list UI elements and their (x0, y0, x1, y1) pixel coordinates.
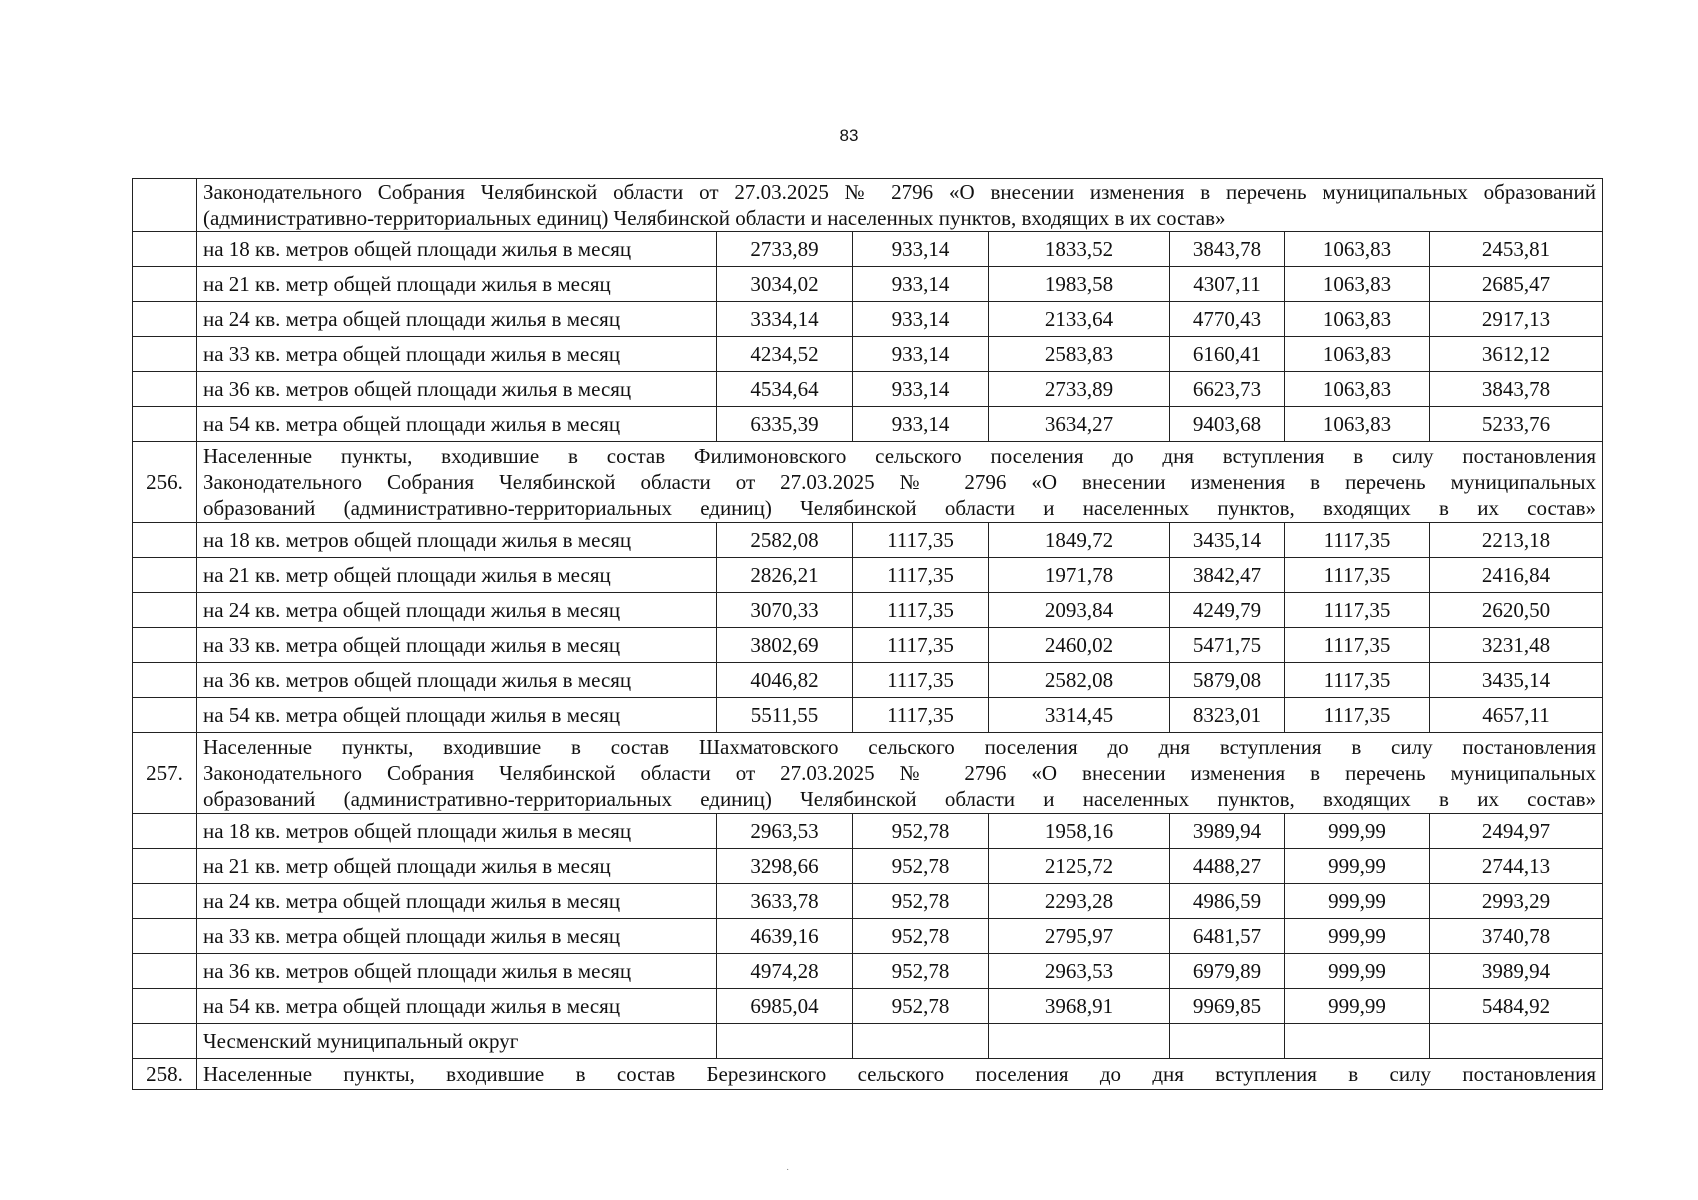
table-row (133, 593, 1603, 628)
value-cell: 1117,35 (853, 663, 989, 698)
value-cell: 3070,33 (717, 593, 853, 628)
value-cell: 1833,52 (989, 232, 1170, 267)
value-cell: 4307,11 (1170, 267, 1285, 302)
section-header-line: образований (административно-территориальных единиц) Челябинской области и населенных пунктов, входящих в их состав» (203, 496, 1597, 520)
value-cell: 2795,97 (989, 919, 1170, 954)
empty-cell (853, 1024, 989, 1059)
value-cell: 1117,35 (853, 698, 989, 733)
value-cell: 3740,78 (1430, 919, 1603, 954)
value-cell: 2453,81 (1430, 232, 1603, 267)
value-cell: 1063,83 (1285, 372, 1430, 407)
value-cell: 1063,83 (1285, 232, 1430, 267)
value-cell: 2093,84 (989, 593, 1170, 628)
section-header-line: образований (административно-территориальных единиц) Челябинской области и населенных пунктов, входящих в их состав» (203, 787, 1597, 811)
value-cell: 9969,85 (1170, 989, 1285, 1024)
row-label: на 18 кв. метров общей площади жилья в месяц (197, 814, 717, 849)
empty-cell (1170, 1024, 1285, 1059)
row-number-cell (133, 179, 197, 232)
value-cell: 3612,12 (1430, 337, 1603, 372)
value-cell: 933,14 (853, 337, 989, 372)
value-cell: 5484,92 (1430, 989, 1603, 1024)
value-cell: 999,99 (1285, 954, 1430, 989)
value-cell: 4986,59 (1170, 884, 1285, 919)
section-header-line: Населенные пункты, входившие в состав Шахматовского сельского поселения до дня вступления в силу постановления (203, 735, 1597, 759)
row-number-cell (133, 954, 197, 989)
value-cell: 952,78 (853, 849, 989, 884)
value-cell: 3334,14 (717, 302, 853, 337)
value-cell: 2963,53 (989, 954, 1170, 989)
value-cell: 999,99 (1285, 919, 1430, 954)
table-row (133, 814, 1603, 849)
row-label: на 33 кв. метра общей площади жилья в месяц (197, 628, 717, 663)
value-cell: 4046,82 (717, 663, 853, 698)
value-cell: 933,14 (853, 302, 989, 337)
value-cell: 1063,83 (1285, 337, 1430, 372)
section-header-text (197, 1059, 1603, 1090)
value-cell: 2917,13 (1430, 302, 1603, 337)
value-cell: 3989,94 (1170, 814, 1285, 849)
row-number-cell (133, 814, 197, 849)
row-number-cell (133, 337, 197, 372)
value-cell: 6979,89 (1170, 954, 1285, 989)
section-header-line: Населенные пункты, входившие в состав Филимоновского сельского поселения до дня вступления в силу постановления (203, 444, 1597, 468)
value-cell: 3298,66 (717, 849, 853, 884)
table-row (133, 407, 1603, 442)
value-cell: 1117,35 (853, 628, 989, 663)
value-cell: 999,99 (1285, 884, 1430, 919)
table-row (133, 884, 1603, 919)
table-row (133, 663, 1603, 698)
value-cell: 1117,35 (853, 523, 989, 558)
value-cell: 2685,47 (1430, 267, 1603, 302)
row-label: на 24 кв. метра общей площади жилья в месяц (197, 593, 717, 628)
value-cell: 1117,35 (1285, 698, 1430, 733)
value-cell: 999,99 (1285, 814, 1430, 849)
value-cell: 2620,50 (1430, 593, 1603, 628)
value-cell: 952,78 (853, 989, 989, 1024)
empty-cell (1430, 1024, 1603, 1059)
table-row (133, 698, 1603, 733)
value-cell: 4639,16 (717, 919, 853, 954)
row-label: на 54 кв. метра общей площади жилья в месяц (197, 989, 717, 1024)
value-cell: 3802,69 (717, 628, 853, 663)
section-header-continued (133, 179, 1603, 232)
row-label: на 21 кв. метр общей площади жилья в месяц (197, 558, 717, 593)
scan-mark: ˙ (786, 1168, 790, 1179)
table-row (133, 267, 1603, 302)
value-cell: 1117,35 (853, 558, 989, 593)
section-header-line: Законодательного Собрания Челябинской области от 27.03.2025 № 2796 «О внесении изменения в перечень муниципальных (203, 761, 1597, 785)
empty-cell (717, 1024, 853, 1059)
value-cell: 1063,83 (1285, 267, 1430, 302)
row-label: на 18 кв. метров общей площади жилья в месяц (197, 232, 717, 267)
table-row (133, 302, 1603, 337)
table-row (133, 558, 1603, 593)
value-cell: 2582,08 (989, 663, 1170, 698)
district-title: Чесменский муниципальный округ (197, 1024, 717, 1059)
row-number-cell (133, 849, 197, 884)
value-cell: 1983,58 (989, 267, 1170, 302)
value-cell: 952,78 (853, 814, 989, 849)
empty-cell (989, 1024, 1170, 1059)
row-number-cell (133, 663, 197, 698)
row-label: на 21 кв. метр общей площади жилья в месяц (197, 267, 717, 302)
section-header-line: Законодательного Собрания Челябинской области от 27.03.2025 № 2796 «О внесении изменения в перечень муниципальных (203, 470, 1597, 494)
value-cell: 3231,48 (1430, 628, 1603, 663)
row-number-cell (133, 628, 197, 663)
value-cell: 933,14 (853, 407, 989, 442)
value-cell: 3435,14 (1170, 523, 1285, 558)
section-header-text: Законодательного Собрания Челябинской области от 27.03.2025 № 2796 «О внесении изменения в перечень муниципальных образований (административно-территориальных единиц) Челябинской области и населенных пунктов, входящих в их состав» (197, 179, 1603, 232)
value-cell: 2416,84 (1430, 558, 1603, 593)
row-label: на 36 кв. метров общей площади жилья в месяц (197, 372, 717, 407)
value-cell: 9403,68 (1170, 407, 1285, 442)
value-cell: 952,78 (853, 884, 989, 919)
value-cell: 5233,76 (1430, 407, 1603, 442)
value-cell: 952,78 (853, 919, 989, 954)
value-cell: 8323,01 (1170, 698, 1285, 733)
value-cell: 2963,53 (717, 814, 853, 849)
table-row (133, 919, 1603, 954)
row-label: на 54 кв. метра общей площади жилья в месяц (197, 698, 717, 733)
value-cell: 6335,39 (717, 407, 853, 442)
value-cell: 3314,45 (989, 698, 1170, 733)
row-number-cell (133, 267, 197, 302)
section-header-text (197, 442, 1603, 523)
value-cell: 6160,41 (1170, 337, 1285, 372)
row-label: на 21 кв. метр общей площади жилья в месяц (197, 849, 717, 884)
value-cell: 2993,29 (1430, 884, 1603, 919)
empty-cell (1285, 1024, 1430, 1059)
section-header-258 (133, 1059, 1603, 1090)
value-cell: 4234,52 (717, 337, 853, 372)
value-cell: 3989,94 (1430, 954, 1603, 989)
value-cell: 999,99 (1285, 989, 1430, 1024)
row-number-cell (133, 558, 197, 593)
row-number-cell (133, 523, 197, 558)
value-cell: 2494,97 (1430, 814, 1603, 849)
value-cell: 933,14 (853, 267, 989, 302)
value-cell: 3843,78 (1430, 372, 1603, 407)
row-number-cell (133, 989, 197, 1024)
section-header-256 (133, 442, 1603, 523)
table-row (133, 232, 1603, 267)
value-cell: 1117,35 (1285, 628, 1430, 663)
row-label: на 24 кв. метра общей площади жилья в месяц (197, 302, 717, 337)
value-cell: 6481,57 (1170, 919, 1285, 954)
value-cell: 1063,83 (1285, 302, 1430, 337)
row-label: на 36 кв. метров общей площади жилья в месяц (197, 663, 717, 698)
value-cell: 1971,78 (989, 558, 1170, 593)
value-cell: 4974,28 (717, 954, 853, 989)
value-cell: 2582,08 (717, 523, 853, 558)
value-cell: 1117,35 (1285, 593, 1430, 628)
row-label: на 36 кв. метров общей площади жилья в месяц (197, 954, 717, 989)
tariff-table (132, 178, 1603, 1090)
row-label: на 24 кв. метра общей площади жилья в месяц (197, 884, 717, 919)
value-cell: 3842,47 (1170, 558, 1285, 593)
value-cell: 2133,64 (989, 302, 1170, 337)
value-cell: 2583,83 (989, 337, 1170, 372)
value-cell: 2733,89 (717, 232, 853, 267)
row-label: на 33 кв. метра общей площади жилья в месяц (197, 919, 717, 954)
district-row (133, 1024, 1603, 1059)
value-cell: 5471,75 (1170, 628, 1285, 663)
value-cell: 2125,72 (989, 849, 1170, 884)
value-cell: 1063,83 (1285, 407, 1430, 442)
value-cell: 4657,11 (1430, 698, 1603, 733)
value-cell: 2744,13 (1430, 849, 1603, 884)
section-header-257 (133, 733, 1603, 814)
row-number-cell (133, 407, 197, 442)
table-row (133, 523, 1603, 558)
row-number-cell (133, 372, 197, 407)
value-cell: 4770,43 (1170, 302, 1285, 337)
value-cell: 1117,35 (1285, 558, 1430, 593)
value-cell: 4488,27 (1170, 849, 1285, 884)
row-number-cell: 257. (133, 733, 197, 814)
row-label: на 54 кв. метра общей площади жилья в месяц (197, 407, 717, 442)
value-cell: 3034,02 (717, 267, 853, 302)
value-cell: 952,78 (853, 954, 989, 989)
value-cell: 2733,89 (989, 372, 1170, 407)
value-cell: 3968,91 (989, 989, 1170, 1024)
table-row (133, 628, 1603, 663)
value-cell: 6985,04 (717, 989, 853, 1024)
value-cell: 5879,08 (1170, 663, 1285, 698)
value-cell: 4534,64 (717, 372, 853, 407)
section-header-text (197, 733, 1603, 814)
row-number-cell (133, 593, 197, 628)
section-header-line: Населенные пункты, входившие в состав Березинского сельского поселения до дня вступления в силу постановления (203, 1062, 1597, 1086)
row-number-cell (133, 919, 197, 954)
row-number-cell (133, 1024, 197, 1059)
row-number-cell (133, 302, 197, 337)
row-number-cell: 256. (133, 442, 197, 523)
table-row (133, 337, 1603, 372)
table-row (133, 372, 1603, 407)
value-cell: 1117,35 (1285, 663, 1430, 698)
value-cell: 1117,35 (1285, 523, 1430, 558)
value-cell: 1849,72 (989, 523, 1170, 558)
value-cell: 3634,27 (989, 407, 1170, 442)
value-cell: 5511,55 (717, 698, 853, 733)
table-row (133, 954, 1603, 989)
value-cell: 1117,35 (853, 593, 989, 628)
value-cell: 1958,16 (989, 814, 1170, 849)
value-cell: 2213,18 (1430, 523, 1603, 558)
value-cell: 3843,78 (1170, 232, 1285, 267)
value-cell: 6623,73 (1170, 372, 1285, 407)
value-cell: 999,99 (1285, 849, 1430, 884)
row-label: на 18 кв. метров общей площади жилья в месяц (197, 523, 717, 558)
table-row (133, 849, 1603, 884)
row-number-cell (133, 232, 197, 267)
value-cell: 3633,78 (717, 884, 853, 919)
row-number-cell: 258. (133, 1059, 197, 1090)
row-number-cell (133, 698, 197, 733)
page-number: 83 (839, 126, 859, 145)
row-number-cell (133, 884, 197, 919)
value-cell: 3435,14 (1430, 663, 1603, 698)
table-row (133, 989, 1603, 1024)
value-cell: 2293,28 (989, 884, 1170, 919)
value-cell: 2460,02 (989, 628, 1170, 663)
value-cell: 4249,79 (1170, 593, 1285, 628)
row-label: на 33 кв. метра общей площади жилья в месяц (197, 337, 717, 372)
value-cell: 2826,21 (717, 558, 853, 593)
value-cell: 933,14 (853, 372, 989, 407)
value-cell: 933,14 (853, 232, 989, 267)
